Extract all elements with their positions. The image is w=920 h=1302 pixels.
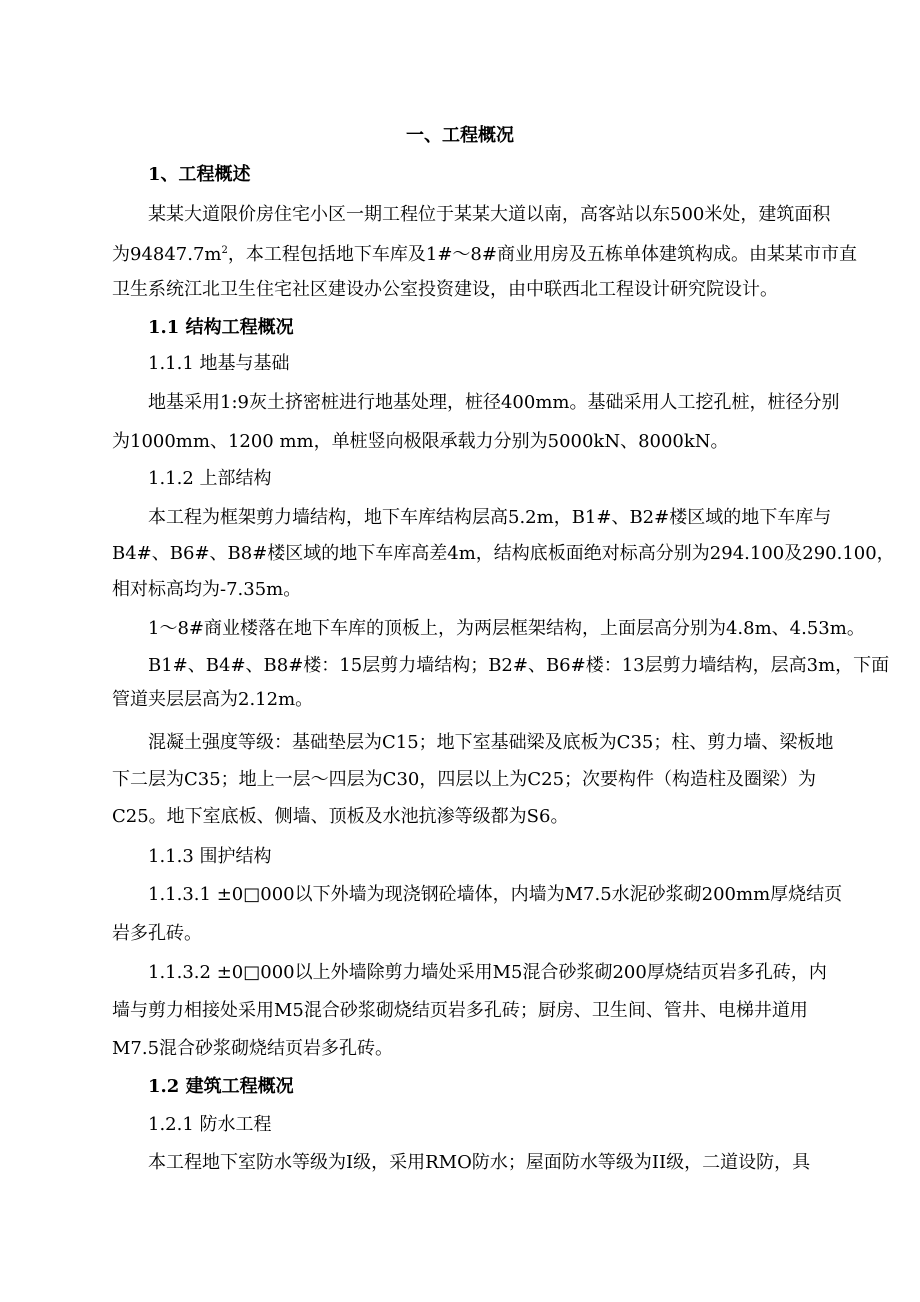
paragraph-line: 为$94847.7m^2$，本工程包括地下车库及1#～8#商业用房及五栋单体建筑构成。由某某市市直 [112,244,857,265]
paragraph-line: 相对标高均为-7.35m。 [112,579,302,600]
paragraph-line: 为1000mm、1200 mm，单桩竖向极限承载力分别为5000kN、8000kN。 [112,431,729,452]
paragraph-line: 地基采用1:9灰土挤密桩进行地基处理，桩径400mm。基础采用人工挖孔桩，桩径分别 [148,392,840,413]
paragraph-line: 混凝土强度等级：基础垫层为C15；地下室基础梁及底板为C35；柱、剪力墙、梁板地 [148,732,834,753]
section-heading-1: 1、工程概述 [148,164,251,185]
paragraph-line: 1～8#商业楼落在地下车库的顶板上，为两层框架结构，上面层高分别为4.8m、4.53m。 [148,618,865,639]
subsection-heading-1-1-1: 1.1.1 地基与基础 [148,353,290,374]
paragraph-line: 1.1.3.1 ±0□000以下外墙为现浇钢砼墙体，内墙为M7.5水泥砂浆砌200mm厚烧结页 [148,884,843,905]
paragraph-line: 某某大道限价房住宅小区一期工程位于某某大道以南，高客站以东500米处，建筑面积 [148,204,831,225]
paragraph-line: B1#、B4#、B8#楼：15层剪力墙结构；B2#、B6#楼：13层剪力墙结构，层高3m，下面 [148,655,890,676]
paragraph-line: C25。地下室底板、侧墙、顶板及水池抗渗等级都为S6。 [112,806,569,827]
page-title: 一、工程概况 [406,125,514,146]
paragraph-line: 墙与剪力相接处采用M5混合砂浆砌烧结页岩多孔砖；厨房、卫生间、管井、电梯井道用 [112,1000,808,1021]
paragraph-line: M7.5混合砂浆砌烧结页岩多孔砖。 [112,1038,394,1059]
subsection-heading-1-1-3: 1.1.3 围护结构 [148,846,272,867]
paragraph-line: 1.1.3.2 ±0□000以上外墙除剪力墙处采用M5混合砂浆砌200厚烧结页岩多孔砖，内 [148,962,827,983]
paragraph-line: 卫生系统江北卫生住宅社区建设办公室投资建设，由中联西北工程设计研究院设计。 [112,279,778,300]
paragraph-line: B4#、B6#、B8#楼区域的地下车库高差4m，结构底板面绝对标高分别为294.100及290.100， [112,543,895,564]
paragraph-line: 本工程地下室防水等级为Ⅰ级，采用RMO防水；屋面防水等级为II级，二道设防，具 [148,1152,811,1173]
paragraph-line: 岩多孔砖。 [112,923,202,944]
subsection-heading-1-2-1: 1.2.1 防水工程 [148,1114,272,1135]
paragraph-line: 本工程为框架剪力墙结构，地下车库结构层高5.2m，B1#、B2#楼区域的地下车库与 [148,507,832,528]
paragraph-line: 下二层为C35；地上一层～四层为C30，四层以上为C25；次要构件（构造柱及圈梁）为 [112,769,817,790]
paragraph-line: 管道夹层层高为2.12m。 [112,689,314,710]
section-heading-1-2: 1.2 建筑工程概况 [148,1076,294,1097]
section-heading-1-1: 1.1 结构工程概况 [148,317,294,338]
subsection-heading-1-1-2: 1.1.2 上部结构 [148,468,272,489]
